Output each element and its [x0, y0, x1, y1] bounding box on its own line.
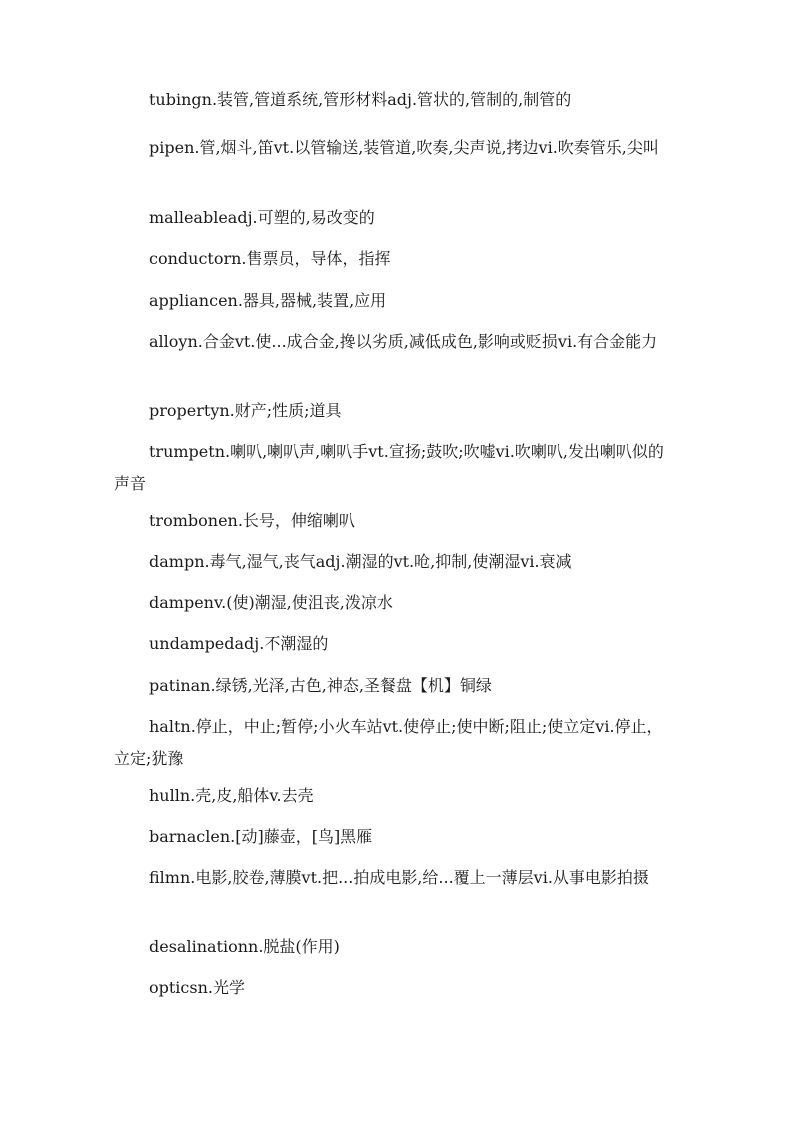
entry-alloy: alloyn.合金vt.使...成合金,搀以劣质,减低成色,影响或贬损vi.有合金能力: [149, 332, 658, 351]
entry-trumpet: trumpetn.喇叭,喇叭声,喇叭手vt.宣扬;鼓吹;吹嘘vi.吹喇叭,发出喇叭似的声音: [114, 442, 664, 493]
entry-property: propertyn.财产;性质;道具: [149, 401, 342, 420]
entry-patina: patinan.绿锈,光泽,古色,神态,圣餐盘【机】铜绿: [149, 676, 492, 695]
entry-hull: hulln.壳,皮,船体v.去壳: [149, 786, 314, 805]
entry-tubing: tubingn.装管,管道系统,管形材料adj.管状的,管制的,制管的: [149, 90, 572, 109]
entry-film: filmn.电影,胶卷,薄膜vt.把...拍成电影,给...覆上一薄层vi.从事电影拍摄: [149, 868, 649, 887]
entry-trombone: trombonen.长号，伸缩喇叭: [149, 511, 355, 530]
entry-halt: haltn.停止，中止;暂停;小火车站vt.使停止;使中断;阻止;使立定vi.停止，立定;犹豫: [114, 717, 663, 768]
entry-optics: opticsn.光学: [149, 978, 245, 997]
entry-pipe: pipen.管,烟斗,笛vt.以管输送,装管道,吹奏,尖声说,拷边vi.吹奏管乐,尖叫: [149, 138, 659, 157]
entry-barnacle: barnaclen.[动]藤壶，[鸟]黑雁: [149, 827, 373, 846]
entry-desalination: desalinationn.脱盐(作用): [149, 937, 340, 956]
entry-appliance: appliancen.器具,器械,装置,应用: [149, 291, 387, 310]
entry-undamped: undampedadj.不潮湿的: [149, 634, 329, 653]
entry-dampen: dampenv.(使)潮湿,使沮丧,泼凉水: [149, 593, 393, 612]
entry-conductor: conductorn.售票员，导体，指挥: [149, 249, 391, 268]
entry-malleable: malleableadj.可塑的,易改变的: [149, 208, 375, 227]
entry-damp: dampn.毒气,湿气,丧气adj.潮湿的vt.呛,抑制,使潮湿vi.衰减: [149, 552, 572, 571]
